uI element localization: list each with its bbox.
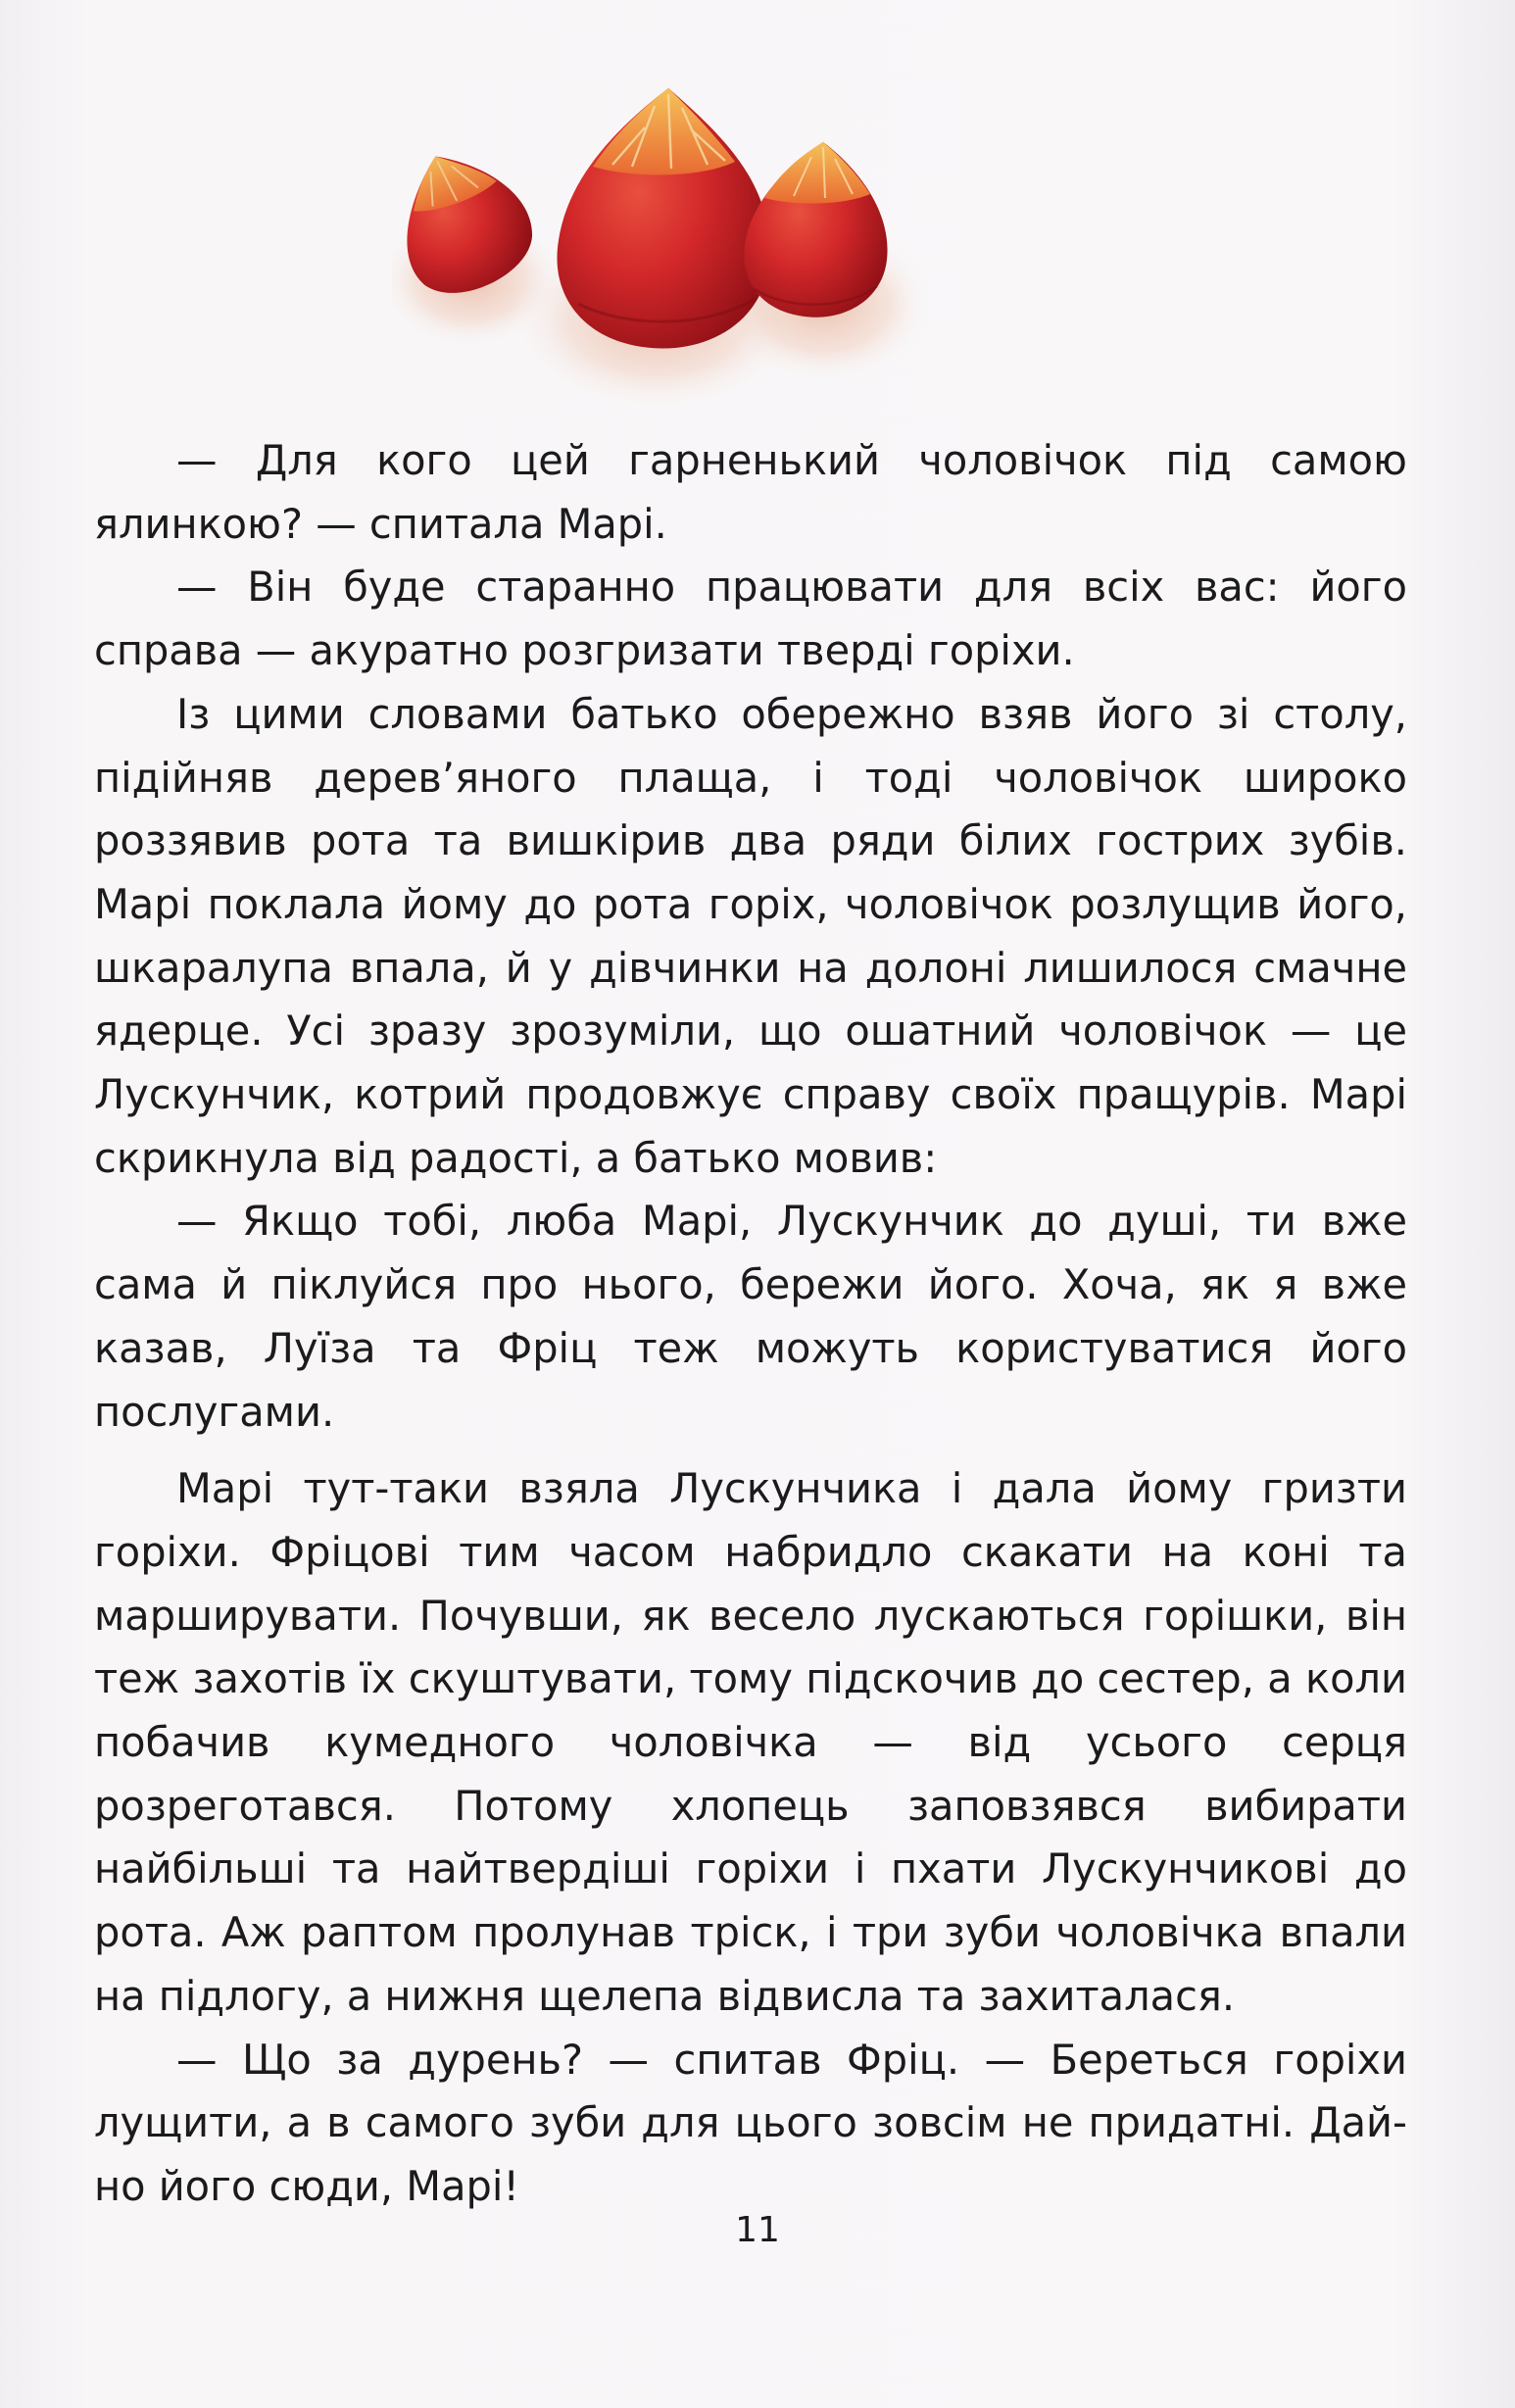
paragraph: — Для кого цей гарненький чоловічок під самою ялинкою? — спитала Марі. — [94, 436, 1407, 548]
story-text — [94, 429, 1407, 2219]
paragraph: Із цими словами батько обережно взяв його зі столу, підійняв дерев’яного плаща, і тоді чоловічок широко роззявив рота та вишкірив два ряди білих гострих зубів. Марі поклала йому до рота горіх, чоловічок розлущив його, шкаралупа впала, й у дівчинки на долоні лишилося смачне ядерце. Усі зразу зрозуміли, що ошатний чоловічок — це Лускунчик, котрий продовжує справу своїх пращурів. Марі скрикнула від радості, а батько мовив: — [94, 689, 1407, 1182]
paragraph: Марі тут-таки взяла Лускунчика і дала йому гризти горіхи. Фріцові тим часом набридло скакати на коні та марширувати. Почувши, як весело лускаються горішки, він теж захотів їх скуштувати, тому підскочив до сестер, а коли побачив кумедного чоловічка — від усього серця розреготався. Потому хлопець заповзявся вибирати найбільші та найтвердіші горіхи і пхати Лускунчикові до рота. Аж раптом пролунав тріск, і три зуби чоловічка впали на підлогу, а нижня щелепа відвисла та захиталася. — [94, 1464, 1407, 2020]
paragraph: — Якщо тобі, люба Марі, Лускунчик до душі, ти вже сама й піклуйся про нього, бережи його. Хоча, як я вже казав, Луїза та Фріц теж можуть користуватися його послугами. — [94, 1197, 1407, 1436]
chestnut-right — [744, 142, 887, 318]
paragraph: — Він буде старанно працювати для всіх вас: його справа — акуратно розгризати тверді горіхи. — [94, 563, 1407, 675]
paragraph: — Що за дурень? — спитав Фріц. — Береться горіхи лущити, а в самого зуби для цього зовсім не придатні. Дай-но його сюди, Марі! — [94, 2035, 1407, 2210]
page-number: 11 — [735, 2210, 780, 2250]
chestnut-center — [557, 88, 769, 349]
chestnuts-illustration — [392, 59, 1078, 421]
